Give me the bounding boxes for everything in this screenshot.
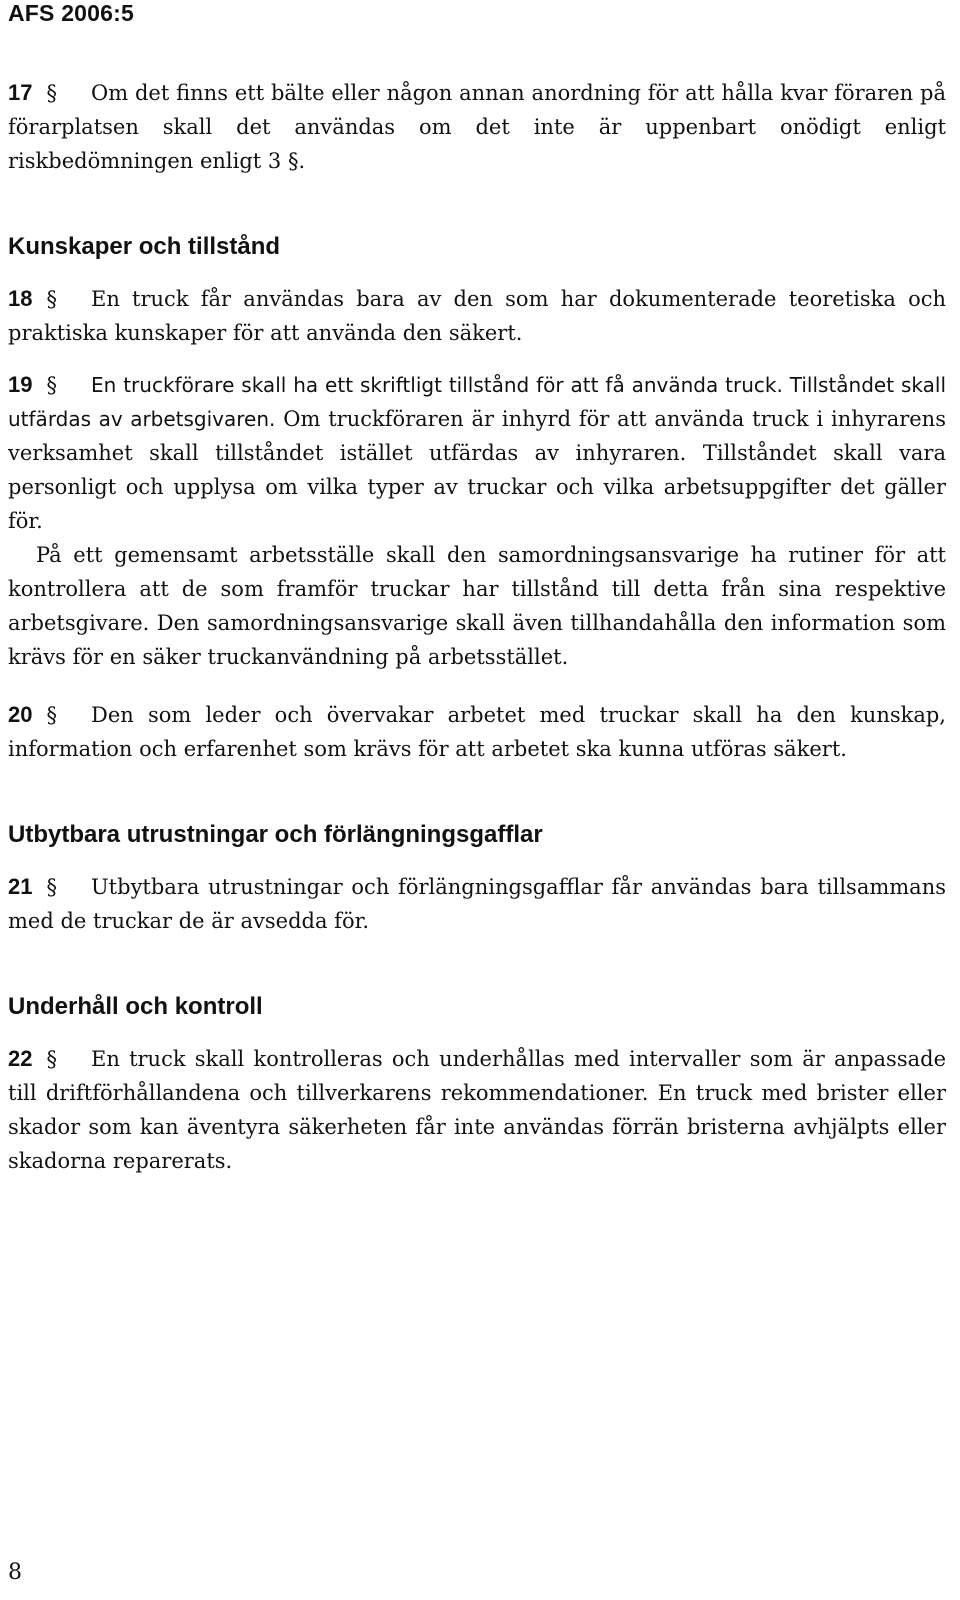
paragraph-symbol: § <box>46 875 57 899</box>
heading-underhall: Underhåll och kontroll <box>8 993 263 1020</box>
section-21 <box>8 870 946 938</box>
section-22 <box>8 1042 946 1178</box>
paragraph-symbol: § <box>46 287 57 311</box>
section-text: Om det finns ett bälte eller någon annan anordning för att hålla kvar föraren på förarplatsen skall det användas om det inte är uppenbart onödigt enligt riskbedömningen enligt 3 §. <box>8 81 946 173</box>
document-id-header: AFS 2006:5 <box>8 0 135 26</box>
section-number: 19 <box>8 372 33 397</box>
section-text-continued: Om truckföraren är inhyrd för att använda truck i inhyrarens verksamhet skall tillståndet istället utfärdas av inhyraren. Tillståndet skall vara personligt och upplysa om vilka typer av truckar och vilka arbetsuppgifter det gäller för. <box>8 407 946 533</box>
section-number: 20 <box>8 702 33 727</box>
section-text: Utbytbara utrustningar och förlängningsgafflar får användas bara tillsammans med de truckar de är avsedda för. <box>8 875 946 933</box>
section-text: En truck skall kontrolleras och underhållas med intervaller som är anpassade till driftförhållandena och tillverkarens rekommendationer. En truck med brister eller skador som kan äventyra säkerheten får inte användas förrän bristerna avhjälpts eller skadorna reparerats. <box>8 1047 946 1173</box>
paragraph-symbol: § <box>46 1047 57 1071</box>
section-18 <box>8 282 946 350</box>
section-number: 17 <box>8 80 33 105</box>
section-text: En truckförare skall ha ett skriftligt tillstånd för att få använda truck. Tillståndet skall utfärdas av arbetsgivaren. <box>8 373 946 431</box>
paragraph-symbol: § <box>46 81 57 105</box>
document-body <box>8 76 946 1178</box>
section-19-paragraph-2: På ett gemensamt arbetsställe skall den samordningsansvarige ha rutiner för att kontrollera att de som framför truckar har tillstånd till detta från sina respektive arbetsgivare. Den samordningsansvarige skall även tillhandahålla den information som krävs för en säker truckanvändning på arbetsstället. <box>8 543 946 669</box>
paragraph-symbol: § <box>46 373 57 397</box>
page-number: 8 <box>8 1560 22 1585</box>
section-19 <box>8 368 946 538</box>
section-17 <box>8 76 946 178</box>
section-number: 22 <box>8 1046 33 1071</box>
section-text: En truck får användas bara av den som har dokumenterade teoretiska och praktiska kunskaper för att använda den säkert. <box>8 287 946 345</box>
heading-utbytbara: Utbytbara utrustningar och förlängningsgafflar <box>8 821 543 848</box>
section-number: 18 <box>8 286 33 311</box>
section-text: Den som leder och övervakar arbetet med truckar skall ha den kunskap, information och erfarenhet som krävs för att arbetet ska kunna utföras säkert. <box>8 703 946 761</box>
heading-kunskaper: Kunskaper och tillstånd <box>8 233 281 260</box>
section-20 <box>8 698 946 766</box>
paragraph-symbol: § <box>46 703 57 727</box>
section-number: 21 <box>8 874 33 899</box>
